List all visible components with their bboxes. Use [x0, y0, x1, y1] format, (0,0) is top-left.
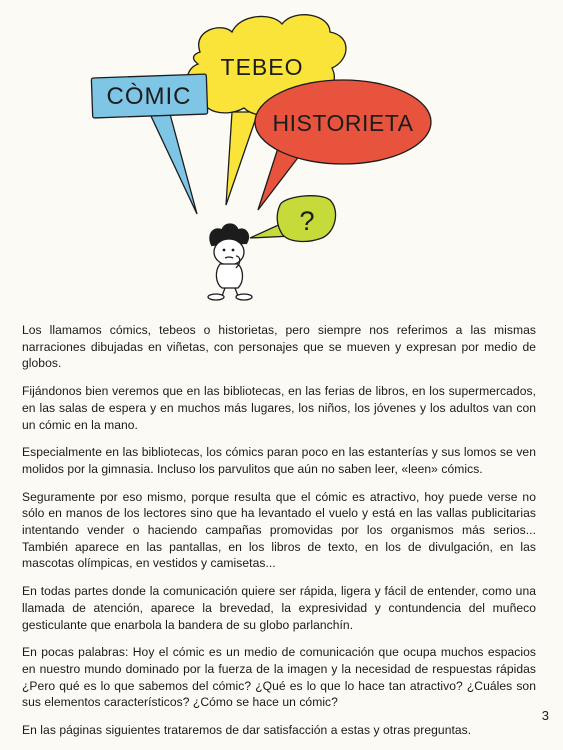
character-foot-right — [236, 294, 252, 300]
body-text — [22, 322, 536, 750]
character-eye-left — [223, 249, 226, 252]
character-eye-right — [232, 249, 235, 252]
comic-bubble-tail — [150, 114, 197, 214]
paragraph: Especialmente en las bibliotecas, los cómics paran poco en las estanterías y sus lomos se ven molidos por la gimnasia. Incluso los parvulitos que aún no saben leer, «leen» cómics. — [22, 445, 536, 476]
paragraph: Fijándonos bien veremos que en las bibliotecas, en las ferias de libros, en los supermercados, en las salas de espera y en muchos más lugares, los niños, los jóvenes y los adultos van con un cómic en la mano. — [22, 384, 536, 432]
character-body — [216, 264, 242, 288]
cartoon-character — [208, 224, 252, 300]
page-number: 3 — [541, 708, 549, 723]
comic-label: CÒMIC — [106, 83, 192, 110]
paragraph: En todas partes donde la comunicación quiere ser rápida, ligera y fácil de entender, como una llamada de atención, aparece la brevedad, la expresividad y contundencia del muñeco gesticulante que enarbola la bandera de su globo parlanchín. — [22, 584, 536, 632]
comic-speech-bubble — [91, 74, 207, 214]
historieta-speech-bubble — [255, 80, 431, 210]
tebeo-bubble-tail — [226, 112, 258, 205]
tebeo-label: TEBEO — [220, 54, 304, 80]
cartoon-illustration — [0, 0, 563, 320]
paragraph: En las páginas siguientes trataremos de dar satisfacción a estas y otras preguntas. — [22, 723, 472, 738]
historieta-label: HISTORIETA — [272, 110, 414, 136]
paragraph: En pocas palabras: Hoy el cómic es un medio de comunicación que ocupa muchos espacios en nuestro mundo dominado por la fuerza de la imagen y la necesidad de respuestas rápidas ¿Pero qué es lo que sabemos del cómic? ¿Qué es lo que lo hace tan atractivo? ¿Cuáles son sus elementos característicos? ¿Cómo se hace un cómic? — [22, 645, 536, 710]
question-mark-label: ? — [299, 206, 315, 236]
paragraph: Seguramente por eso mismo, porque resulta que el cómic es atractivo, hoy puede verse no sólo en manos de los lectores sino que ha levantado el vuelo y está en las vallas publicitarias intentando vender o haciendo campañas promovidas por los organismos más serios... También aparece en las pantallas, en los libros de texto, en los de divulgación, en las mascotas olímpicas, en vestidos y camisetas... — [22, 489, 536, 571]
paragraph: Los llamamos cómics, tebeos o historietas, pero siempre nos referimos a las mismas narraciones dibujadas en viñetas, con personajes que se mueven y expresan por medio de globos. — [22, 323, 536, 371]
character-foot-left — [208, 294, 224, 300]
